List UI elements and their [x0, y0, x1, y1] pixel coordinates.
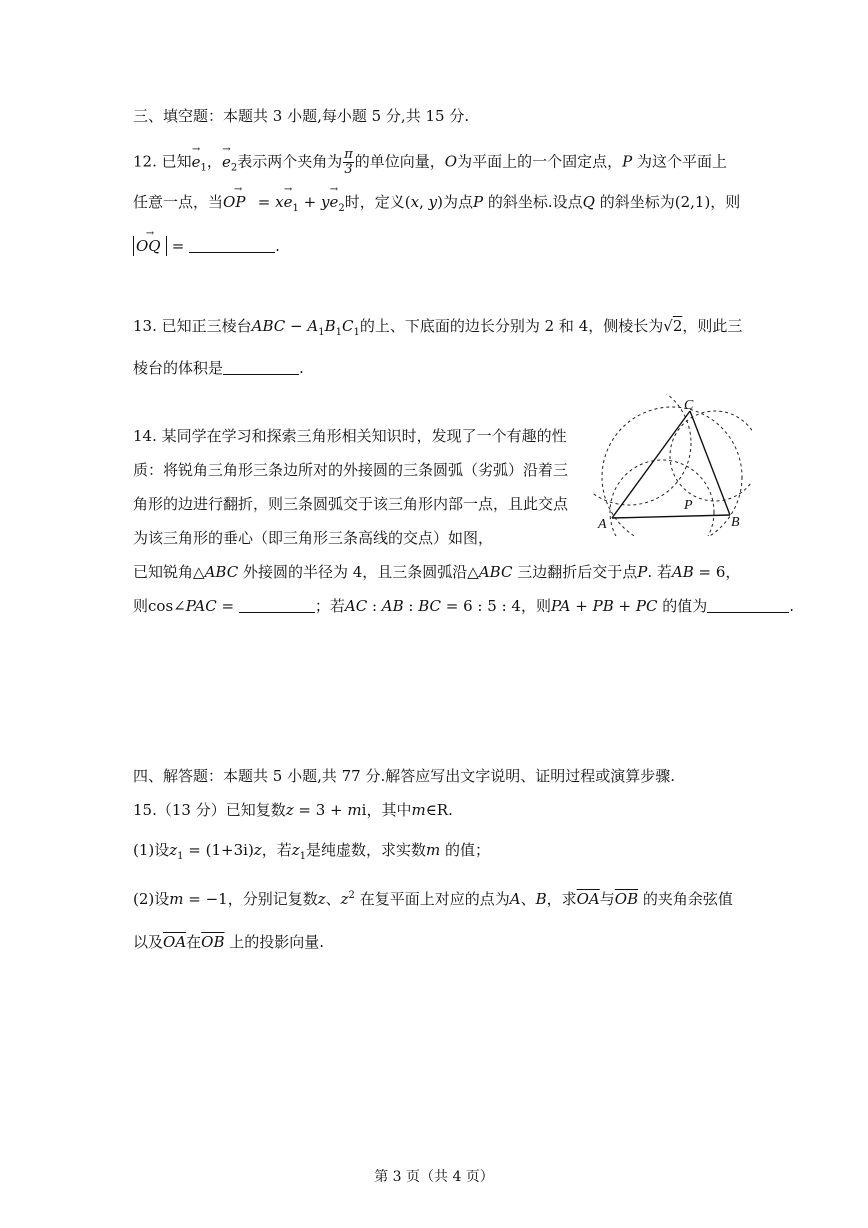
q14-line-3: 角形的边进行翻折，则三条圆弧交于该三角形内部一点，且此交点 — [133, 495, 569, 513]
label-c: C — [684, 398, 694, 413]
q15-part-2-cont: 以及$\overline{OA}$在$\overline{OB}$ 上的投影向量. — [133, 933, 325, 951]
side-cb — [690, 411, 730, 515]
q14-line-5: 已知锐角△ABC 外接圆的半径为 4，且三条圆弧沿△ABC 三边翻折后交于点P. 若AB = 6， — [133, 563, 741, 581]
q14-line-6: 则cos∠PAC = ；若AC : AB : BC = 6 : 5 : 4，则PA + PB + PC 的值为 . — [133, 597, 795, 615]
folded-arc-ac — [592, 394, 691, 505]
answer-blank-13[interactable] — [223, 360, 299, 375]
answer-blank-14a[interactable] — [239, 598, 315, 613]
q13-line-2: 棱台的体积是 . — [133, 359, 304, 377]
folded-arc-ab — [610, 460, 714, 536]
q15-part-2: (2)设m = −1，分别记复数z、$z^2$ 在复平面上对应的点为A、B，求$\overline{OA}$与$\overline{OB}$ 的夹角余弦值 — [133, 890, 733, 908]
folded-arc-bc — [670, 411, 752, 501]
q15-line-1: 15.（13 分）已知复数z = 3 + mi，其中m∈R. — [133, 801, 453, 819]
label-a: A — [598, 517, 607, 532]
section-4-heading: 四、解答题：本题共 5 小题,共 77 分.解答应写出文字说明、证明过程或演算步骤. — [133, 767, 676, 785]
q14-line-4: 为该三角形的垂心（即三角形三条高线的交点）如图， — [133, 529, 494, 547]
q12-line-1: 12. 已知→ $e_1$，→ $e_2$表示两个夹角为 $\frac{\pi}{3}$ 的单位向量，O为平面上的一个固定点，P 为这个平面上 — [133, 148, 727, 179]
label-p: P — [684, 498, 693, 513]
label-b: B — [731, 515, 740, 530]
side-ab — [612, 515, 730, 518]
triangle-circumcircle-figure — [592, 394, 752, 536]
pi-over-3: $\frac{\pi}{3}$ — [344, 147, 353, 177]
section-3-heading: 三、填空题：本题共 3 小题,每小题 5 分,共 15 分. — [133, 107, 470, 125]
q15-part-1: (1)设$z_1 = (1+3i)z$，若$z_1$是纯虚数，求实数m 的值； — [133, 841, 491, 862]
page-footer: 第 3 页（共 4 页） — [374, 1169, 494, 1185]
q13-line-1: 13. 已知正三棱台ABC − $A_1B_1C_1$的上、下底面的边长分别为 2 和 4，侧棱长为√2，则此三 — [133, 317, 743, 338]
q12-line-2: 任意一点，当→ OP = $x\to e_1 + y\to e_2$时，定义(x, y)为点P 的斜坐标.设点Q 的斜坐标为(2,1)，则 — [133, 192, 740, 219]
q14-line-1: 14. 某同学在学习和探索三角形相关知识时，发现了一个有趣的性 — [133, 427, 567, 445]
side-ac — [612, 411, 690, 518]
q14-line-2: 质：将锐角三角形三条边所对的外接圆的三条圆弧（劣弧）沿着三 — [133, 461, 569, 479]
q12-line-3: → OQ = . — [133, 236, 280, 256]
answer-blank-14b[interactable] — [707, 598, 789, 613]
answer-blank-12[interactable] — [189, 238, 275, 253]
